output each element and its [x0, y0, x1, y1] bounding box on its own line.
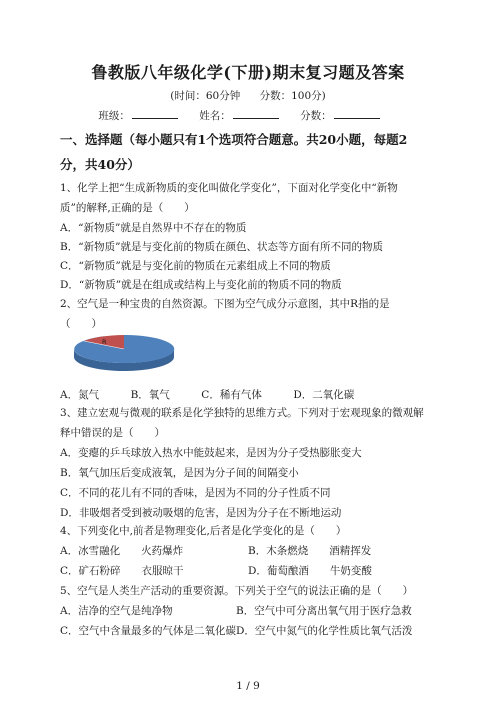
q5-stem: 5、空气是人类生产活动的重要资源。下列关于空气的说法正确的是（ ）	[60, 585, 414, 597]
q4-option-b: B．木条燃烧 酒精挥发	[248, 545, 372, 557]
score-label: 分数：	[300, 110, 332, 122]
name-blank	[233, 108, 279, 119]
q3-option-b: B．氧气加压后变成液氧，是因为分子间的间隔变小	[60, 467, 299, 479]
student-info-row	[0, 108, 496, 123]
score-blank	[334, 108, 380, 119]
q4-options-row1	[60, 544, 460, 558]
air-composition-pie-chart	[72, 333, 176, 379]
exam-time: (时间：60分钟	[170, 90, 241, 102]
pie-label-r: R	[102, 338, 107, 346]
q1-option-d: D．“新物质”就是在组成或结构上与变化前的物质不同的物质	[60, 279, 342, 291]
q1-stem-line2: 质”的解释,正确的是（ ）	[60, 202, 195, 214]
name-label: 姓名：	[199, 110, 231, 122]
q5-option-a: A．洁净的空气是纯净物	[60, 605, 173, 617]
q1-option-c: C．“新物质”就是与变化前的物质在元素组成上不同的物质	[60, 260, 331, 272]
q5-option-d: D．空气中氮气的化学性质比氧气活泼	[236, 625, 413, 637]
q2-stem-line2: （ ）	[60, 318, 102, 330]
q3-option-a: A．变瘪的乒乓球放入热水中能鼓起来，是因为分子受热膨胀变大	[60, 447, 362, 459]
exam-meta	[0, 88, 496, 103]
q5-options-row1	[60, 604, 460, 618]
q5-option-b: B．空气中可分离出氧气用于医疗急救	[236, 605, 412, 617]
q4-options-row2	[60, 564, 460, 578]
section-heading-line1: 一、选择题（每小题只有1个选项符合题意。共20小题，每题2	[60, 132, 408, 147]
q1-stem-line1: 1、化学上把“生成新物质的变化叫做化学变化”，下面对化学变化中“新物	[60, 182, 398, 194]
class-label: 班级：	[98, 110, 130, 122]
q4-option-d: D．葡萄酿酒 牛奶变酸	[248, 565, 372, 577]
q5-option-c: C．空气中含量最多的气体是二氧化碳	[60, 625, 237, 637]
q1-option-b: B．“新物质”就是与变化前的物质在颜色、状态等方面有所不同的物质	[60, 241, 383, 253]
q2-options: A．氮气 B．氧气 C．稀有气体 D．二氧化碳	[60, 389, 355, 401]
page-number: 1 / 9	[236, 680, 260, 692]
q3-option-c: C．不同的花儿有不同的香味，是因为不同的分子性质不同	[60, 487, 331, 499]
q3-option-d: D．非吸烟者受到被动吸烟的危害，是因为分子在不断地运动	[60, 507, 342, 519]
q2-stem-line1: 2、空气是一种宝贵的自然资源。下图为空气成分示意图，其中R指的是	[60, 298, 390, 310]
page-title: 鲁教版八年级化学(下册)期末复习题及答案	[91, 63, 405, 82]
q4-stem: 4、下列变化中,前者是物理变化,后者是化学变化的是（ ）	[60, 525, 347, 537]
exam-score: 分数：100分)	[259, 90, 326, 102]
section-heading-line2: 分，共40分）	[60, 157, 140, 172]
q5-options-row2	[60, 624, 460, 638]
q1-option-a: A．“新物质”就是自然界中不存在的物质	[60, 222, 247, 234]
q4-option-a: A．冰雪融化 火药爆炸	[60, 545, 184, 557]
q4-option-c: C．矿石粉碎 衣服晾干	[60, 565, 184, 577]
pie-slice-main	[74, 335, 174, 363]
q3-stem-line1: 3、建立宏观与微观的联系是化学独特的思维方式。下列对于宏观现象的微观解	[60, 407, 424, 419]
q3-stem-line2: 释中错误的是（ ）	[60, 427, 165, 439]
class-blank	[132, 108, 178, 119]
